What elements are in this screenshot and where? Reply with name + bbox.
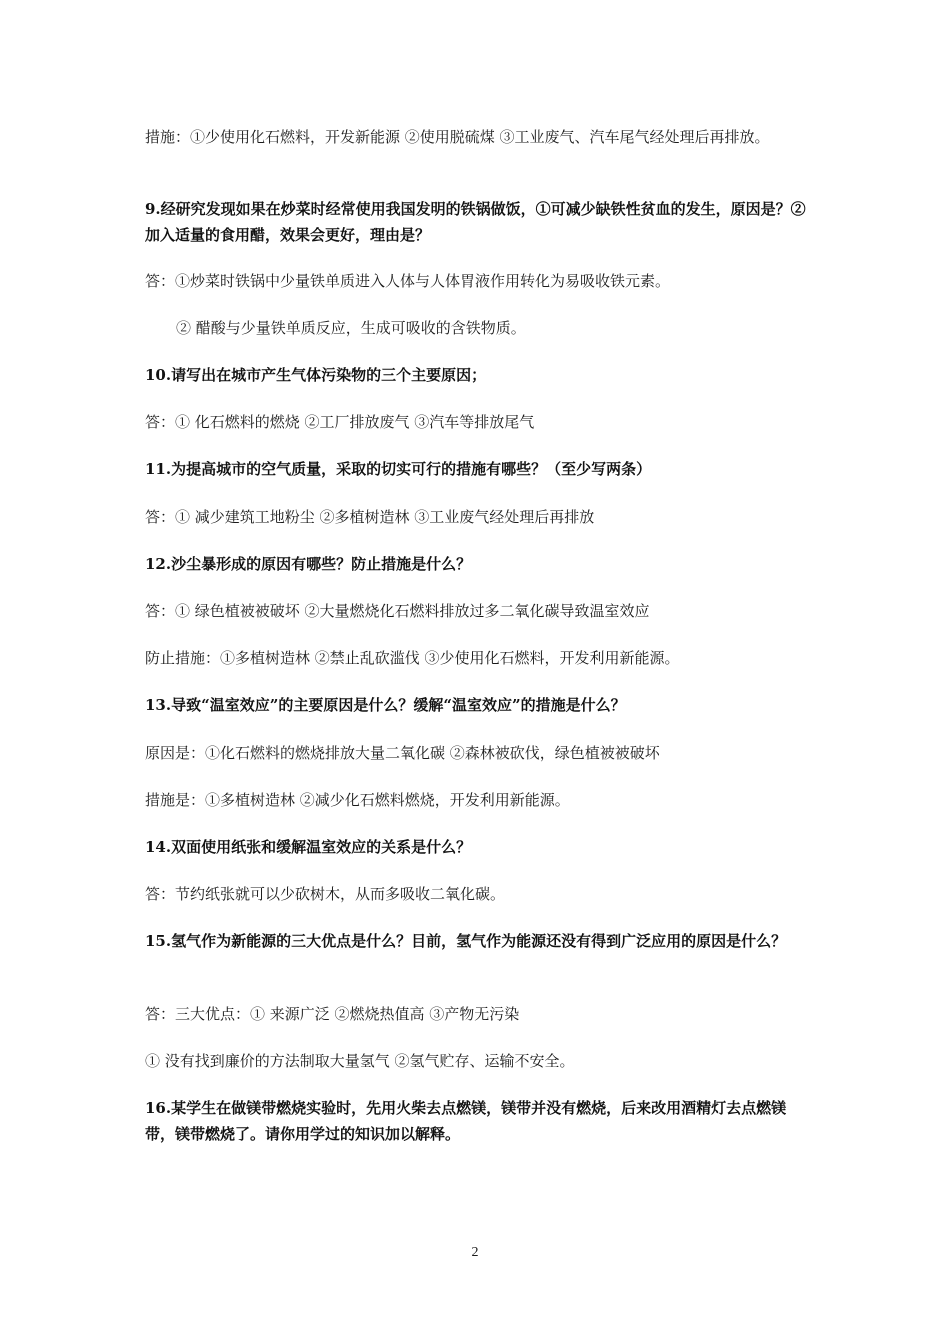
- answer-9-part2: ② 醋酸与少量铁单质反应，生成可吸收的含铁物质。: [176, 319, 526, 337]
- question-9: 9.经研究发现如果在炒菜时经常使用我国发明的铁锅做饭，①可减少缺铁性贫血的发生，原因是？②加入适量的食用醋，效果会更好，理由是？: [145, 200, 806, 244]
- question-10: 10.请写出在城市产生气体污染物的三个主要原因；: [145, 366, 487, 384]
- question-11: 11.为提高城市的空气质量，采取的切实可行的措施有哪些？（至少写两条）: [145, 460, 652, 478]
- question-16: 16.某学生在做镁带燃烧实验时，先用火柴去点燃镁，镁带并没有燃烧，后来改用酒精灯去点燃镁带，镁带燃烧了。请你用学过的知识加以解释。: [145, 1099, 787, 1143]
- page-number: 2: [471, 1245, 479, 1260]
- answer-10: 答：① 化石燃料的燃烧 ②工厂排放废气 ③汽车等排放尾气: [145, 413, 535, 431]
- question-15: 15.氢气作为新能源的三大优点是什么？目前，氢气作为能源还没有得到广泛应用的原因是什么？: [145, 932, 787, 950]
- answer-12-measures: 防止措施：①多植树造林 ②禁止乱砍滥伐 ③少使用化石燃料，开发利用新能源。: [145, 649, 680, 667]
- answer-measures-8: 措施：①少使用化石燃料，开发新能源 ②使用脱硫煤 ③工业废气、汽车尾气经处理后再排放。: [145, 128, 770, 146]
- answer-9-part1: 答：①炒菜时铁锅中少量铁单质进入人体与人体胃液作用转化为易吸收铁元素。: [145, 272, 671, 290]
- question-12: 12.沙尘暴形成的原因有哪些？防止措施是什么？: [145, 555, 472, 573]
- question-14: 14.双面使用纸张和缓解温室效应的关系是什么？: [145, 838, 472, 856]
- answer-15-reasons: ① 没有找到廉价的方法制取大量氢气 ②氢气贮存、运输不安全。: [145, 1052, 575, 1070]
- answer-11: 答：① 减少建筑工地粉尘 ②多植树造林 ③工业废气经处理后再排放: [145, 508, 595, 526]
- answer-13-causes: 原因是：①化石燃料的燃烧排放大量二氧化碳 ②森林被砍伐，绿色植被被破坏: [145, 744, 660, 762]
- answer-13-measures: 措施是：①多植树造林 ②减少化石燃料燃烧，开发利用新能源。: [145, 791, 570, 809]
- answer-14: 答：节约纸张就可以少砍树木，从而多吸收二氧化碳。: [145, 885, 506, 903]
- answer-12-causes: 答：① 绿色植被被破坏 ②大量燃烧化石燃料排放过多二氧化碳导致温室效应: [145, 602, 650, 620]
- question-13: 13.导致“温室效应”的主要原因是什么？缓解“温室效应”的措施是什么？: [145, 696, 626, 714]
- answer-15-advantages: 答：三大优点：① 来源广泛 ②燃烧热值高 ③产物无污染: [145, 1005, 520, 1023]
